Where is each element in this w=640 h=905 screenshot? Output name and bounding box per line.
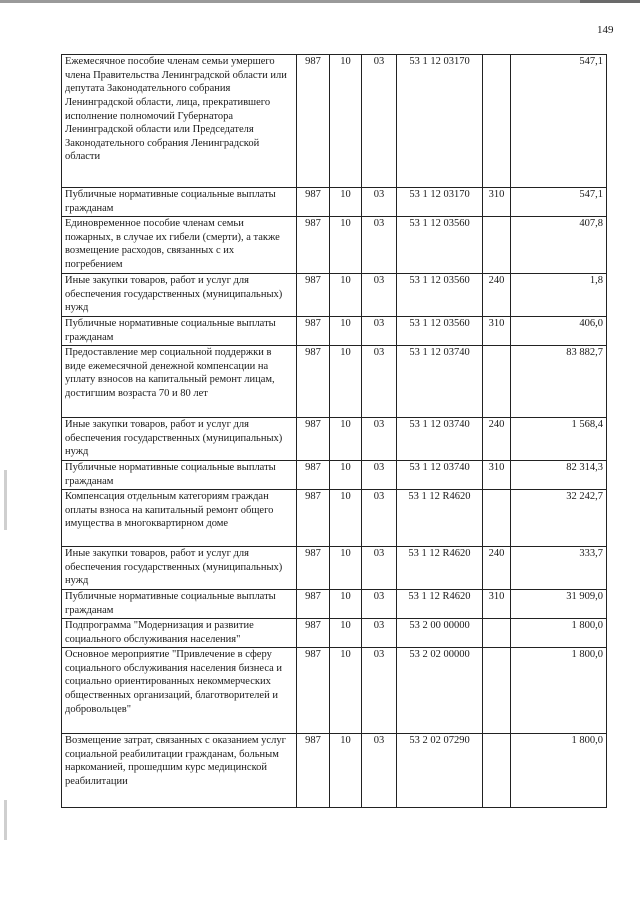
section-code: 10 [330,418,362,461]
amount: 1,8 [511,274,607,317]
row-name: Публичные нормативные социальные выплаты гражданам [62,188,297,217]
ministry-code: 987 [297,418,330,461]
amount: 1 800,0 [511,619,607,648]
amount: 82 314,3 [511,461,607,490]
row-name: Публичные нормативные социальные выплаты гражданам [62,317,297,346]
target-code: 53 1 12 R4620 [397,490,483,547]
row-name: Иные закупки товаров, работ и услуг для обеспечения государственных (муниципальных) нужд [62,418,297,461]
target-code: 53 2 02 00000 [397,648,483,734]
scan-edge-mark [4,800,7,840]
row-name: Предоставление мер социальной поддержки в виде ежемесячной денежной компенсации на уплату взносов на капитальный ремонт лицам, достигшим возраста 70 и 80 лет [62,346,297,418]
table-row [62,274,607,317]
section-code: 10 [330,55,362,188]
subsection-code: 03 [362,619,397,648]
subsection-code: 03 [362,188,397,217]
ministry-code: 987 [297,317,330,346]
table-row [62,461,607,490]
scan-top-edge-dark [580,0,640,3]
section-code: 10 [330,734,362,808]
amount: 32 242,7 [511,490,607,547]
section-code: 10 [330,274,362,317]
table-row [62,547,607,590]
row-name: Ежемесячное пособие членам семьи умершего члена Правительства Ленинградской области или депутата Законодательного собрания Ленинградской области, лица, прекратившего исполнение полномочий Губернатора Ленинградской области или Председателя Законодательного собрания Ленинградской области [62,55,297,188]
table-row [62,490,607,547]
ministry-code: 987 [297,461,330,490]
expense-type [483,648,511,734]
ministry-code: 987 [297,490,330,547]
target-code: 53 1 12 R4620 [397,547,483,590]
table-row [62,55,607,188]
expense-type: 310 [483,188,511,217]
amount: 547,1 [511,188,607,217]
expense-type [483,490,511,547]
target-code: 53 1 12 R4620 [397,590,483,619]
table-row [62,317,607,346]
amount: 1 568,4 [511,418,607,461]
row-name: Единовременное пособие членам семьи пожарных, в случае их гибели (смерти), а также возмещение расходов, связанных с их погребением [62,217,297,274]
subsection-code: 03 [362,317,397,346]
expense-type: 310 [483,590,511,619]
row-name: Возмещение затрат, связанных с оказанием услуг социальной реабилитации гражданам, больным наркоманией, прошедшим курс медицинской реабилитации [62,734,297,808]
subsection-code: 03 [362,217,397,274]
row-name: Основное мероприятие "Привлечение в сферу социального обслуживания населения бизнеса и социально ориентированных некоммерческих общественных организаций, благотворителей и добровольцев" [62,648,297,734]
amount: 333,7 [511,547,607,590]
section-code: 10 [330,619,362,648]
table-row [62,590,607,619]
ministry-code: 987 [297,590,330,619]
expense-type [483,734,511,808]
target-code: 53 1 12 03740 [397,418,483,461]
section-code: 10 [330,547,362,590]
row-name: Компенсация отдельным категориям граждан оплаты взноса на капитальный ремонт общего имущества в многоквартирном доме [62,490,297,547]
amount: 407,8 [511,217,607,274]
ministry-code: 987 [297,274,330,317]
expense-type [483,619,511,648]
ministry-code: 987 [297,217,330,274]
section-code: 10 [330,317,362,346]
section-code: 10 [330,490,362,547]
target-code: 53 2 02 07290 [397,734,483,808]
subsection-code: 03 [362,547,397,590]
table-row [62,217,607,274]
ministry-code: 987 [297,55,330,188]
target-code: 53 1 12 03170 [397,55,483,188]
table-row [62,188,607,217]
table-row [62,619,607,648]
budget-table [61,54,607,808]
table-row [62,418,607,461]
section-code: 10 [330,217,362,274]
target-code: 53 1 12 03170 [397,188,483,217]
ministry-code: 987 [297,648,330,734]
section-code: 10 [330,648,362,734]
target-code: 53 1 12 03560 [397,317,483,346]
section-code: 10 [330,590,362,619]
amount: 83 882,7 [511,346,607,418]
subsection-code: 03 [362,734,397,808]
expense-type: 310 [483,317,511,346]
expense-type [483,346,511,418]
subsection-code: 03 [362,648,397,734]
table-row [62,346,607,418]
row-name: Публичные нормативные социальные выплаты гражданам [62,590,297,619]
subsection-code: 03 [362,418,397,461]
expense-type: 240 [483,547,511,590]
target-code: 53 1 12 03740 [397,461,483,490]
ministry-code: 987 [297,188,330,217]
subsection-code: 03 [362,461,397,490]
section-code: 10 [330,188,362,217]
expense-type [483,55,511,188]
amount: 547,1 [511,55,607,188]
amount: 1 800,0 [511,734,607,808]
target-code: 53 1 12 03560 [397,274,483,317]
scan-top-edge [0,0,640,3]
ministry-code: 987 [297,619,330,648]
page-number: 149 [597,24,614,36]
subsection-code: 03 [362,346,397,418]
table-row [62,648,607,734]
subsection-code: 03 [362,590,397,619]
row-name: Подпрограмма "Модернизация и развитие социального обслуживания населения" [62,619,297,648]
row-name: Публичные нормативные социальные выплаты гражданам [62,461,297,490]
row-name: Иные закупки товаров, работ и услуг для обеспечения государственных (муниципальных) нужд [62,547,297,590]
amount: 1 800,0 [511,648,607,734]
expense-type [483,217,511,274]
section-code: 10 [330,461,362,490]
amount: 31 909,0 [511,590,607,619]
amount: 406,0 [511,317,607,346]
subsection-code: 03 [362,490,397,547]
expense-type: 310 [483,461,511,490]
target-code: 53 1 12 03740 [397,346,483,418]
target-code: 53 1 12 03560 [397,217,483,274]
ministry-code: 987 [297,547,330,590]
subsection-code: 03 [362,274,397,317]
expense-type: 240 [483,274,511,317]
ministry-code: 987 [297,346,330,418]
scan-edge-mark [4,470,7,530]
row-name: Иные закупки товаров, работ и услуг для обеспечения государственных (муниципальных) нужд [62,274,297,317]
table-row [62,734,607,808]
target-code: 53 2 00 00000 [397,619,483,648]
subsection-code: 03 [362,55,397,188]
expense-type: 240 [483,418,511,461]
section-code: 10 [330,346,362,418]
ministry-code: 987 [297,734,330,808]
